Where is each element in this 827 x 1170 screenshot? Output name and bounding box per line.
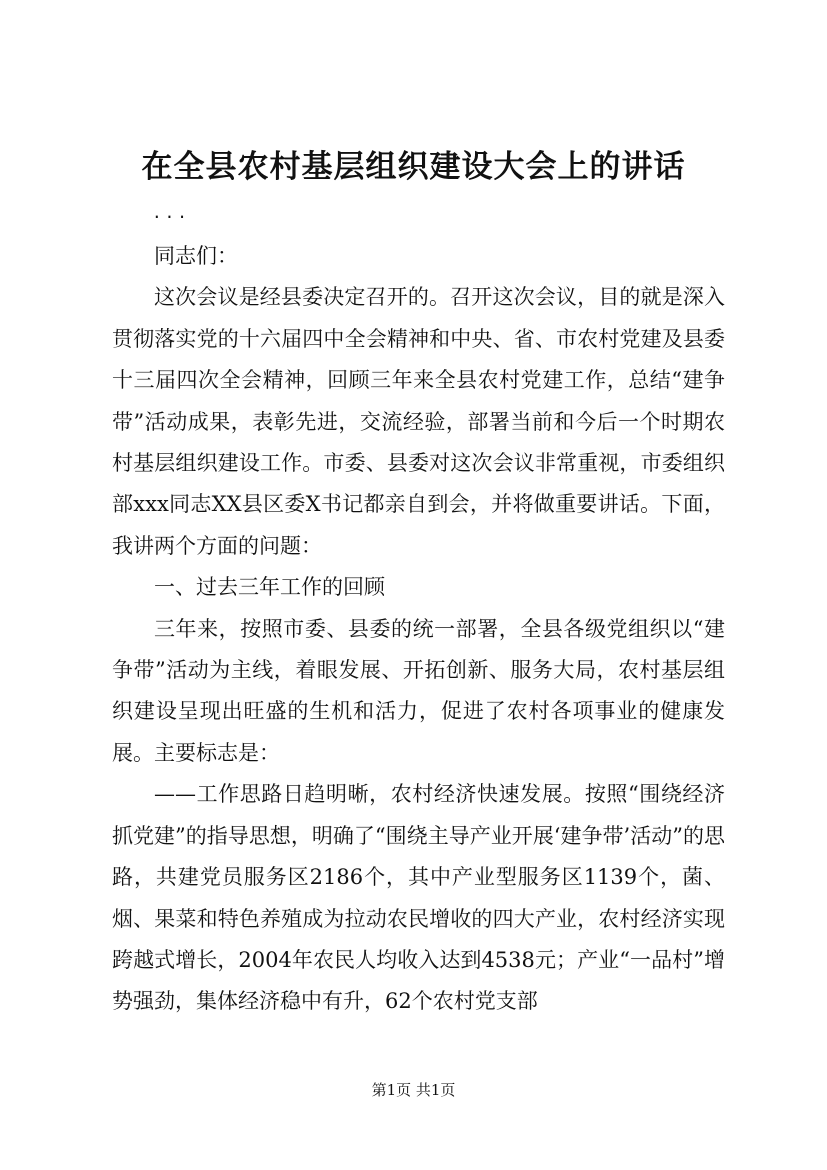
section-heading: 一、过去三年工作的回顾 xyxy=(154,575,385,600)
salutation-paragraph: 同志们： xyxy=(154,244,238,268)
document-title: 在全县农村基层组织建设大会上的讲话 xyxy=(141,149,686,185)
ellipsis-marker: ... xyxy=(152,203,190,222)
body-paragraph: 三年来，按照市委、县委的统一部署，全县各级党组织以“建争带”活动为主线，着眼发展、开拓创新、服务大局，农村基层组织建设呈现出旺盛的生机和活力，促进了农村各项事业的健康发展。主要标志是： xyxy=(112,616,725,765)
body-paragraph: 这次会议是经县委决定召开的。召开这次会议，目的就是深入贯彻落实党的十六届四中全会精神和中央、省、市农村党建及县委十三届四次全会精神，回顾三年来全县农村党建工作，总结“建争带”活动成果，表彰先进，交流经验，部署当前和今后一个时期农村基层组织建设工作。市委、县委对这次会议非常重视，市委组织部xxx同志XX县区委X书记都亲自到会，并将做重要讲话。下面，我讲两个方面的问题： xyxy=(112,285,725,558)
page-footer: 第1页 共1页 xyxy=(371,1081,456,1099)
document-body xyxy=(112,236,725,1023)
body-paragraph: ——工作思路日趋明晰，农村经济快速发展。按照“围绕经济抓党建”的指导思想，明确了“围绕主导产业开展‘建争带’活动”的思路，共建党员服务区2186个，其中产业型服务区1139个，菌、烟、果菜和特色养殖成为拉动农民增收的四大产业，农村经济实现跨越式增长，2004年农民人均收入达到4538元；产业“一品村”增势强劲，集体经济稳中有升，62个农村党支部 xyxy=(112,782,725,1014)
